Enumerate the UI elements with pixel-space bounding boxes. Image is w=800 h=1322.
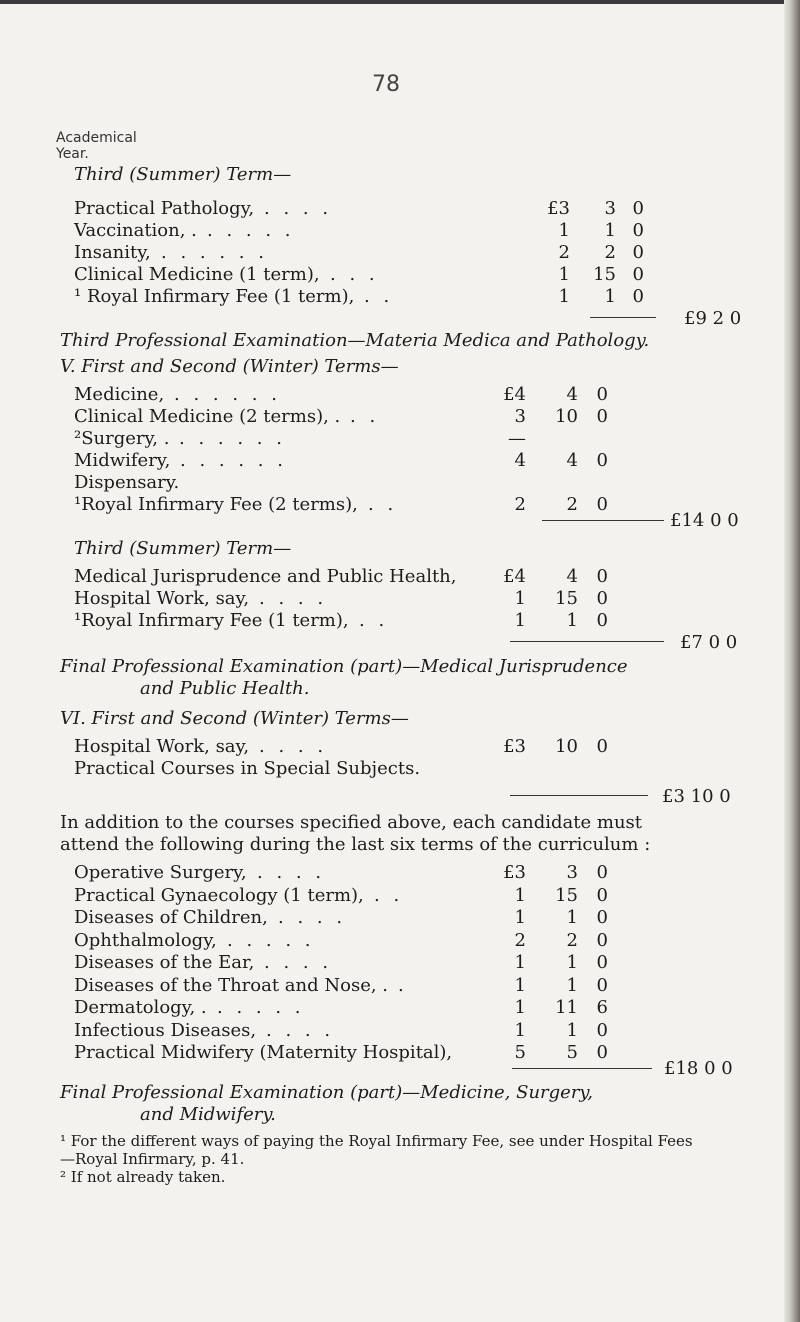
- subtotal-amount: £3 10 0: [662, 786, 731, 807]
- amount-shillings: 1: [604, 286, 616, 307]
- leader-dots: . . .: [330, 264, 379, 285]
- leader-dots: . . . . .: [217, 997, 305, 1018]
- leader-dots: . . . . .: [207, 220, 295, 241]
- amount-shillings: 2: [566, 929, 578, 951]
- leader-dots: . . . .: [257, 862, 326, 883]
- amount-pence: 0: [596, 450, 608, 471]
- amount-pounds: 5: [514, 1042, 526, 1063]
- amount-pounds: 2: [514, 494, 526, 515]
- exam-heading-cont: and Public Health.: [140, 678, 310, 699]
- leader-dots: . . . . .: [227, 929, 315, 951]
- fee-item-label: Practical Midwifery (Maternity Hospital),: [74, 1042, 453, 1063]
- top-edge-rule: [0, 0, 800, 4]
- amount-pounds: 4: [514, 450, 526, 471]
- amount-pence: 0: [596, 862, 608, 883]
- footnote: ² If not already taken.: [60, 1168, 226, 1186]
- amount-pounds: 1: [514, 1019, 526, 1041]
- section-heading: Third (Summer) Term—: [74, 164, 292, 185]
- amount-pence: 0: [632, 242, 644, 263]
- fee-item-label: ¹Royal Infirmary Fee (2 terms),: [74, 494, 358, 515]
- subtotal-amount: £18 0 0: [664, 1058, 733, 1079]
- amount-shillings: 4: [566, 450, 578, 471]
- section-heading: VI. First and Second (Winter) Terms—: [60, 708, 409, 729]
- fee-item-label: Medicine,: [74, 384, 165, 405]
- academical-year-label-2: Year.: [56, 146, 89, 162]
- amount-pounds: £3: [503, 736, 526, 757]
- fee-item-label: Clinical Medicine (1 term),: [74, 264, 320, 285]
- fee-item-label: Practical Gynaecology (1 term),: [74, 884, 364, 906]
- amount-shillings: 1: [566, 974, 578, 996]
- amount-pence: 0: [632, 286, 644, 307]
- exam-heading: Final Professional Examination (part)—Medicine, Surgery,: [60, 1082, 593, 1103]
- amount-pence: 0: [596, 1019, 608, 1041]
- subtotal-rule: [510, 795, 648, 796]
- leader-dots: . . . .: [266, 1019, 335, 1041]
- amount-pounds: 1: [514, 907, 526, 928]
- amount-shillings: 2: [566, 494, 578, 515]
- leader-dots: . .: [368, 494, 398, 515]
- leader-dots: . . . .: [264, 198, 333, 219]
- amount-shillings: 1: [566, 610, 578, 631]
- leader-dots: . . . .: [259, 588, 328, 609]
- amount-pence: 0: [596, 907, 608, 928]
- amount-shillings: 2: [604, 242, 616, 263]
- fee-item-label: Diseases of the Ear,: [74, 952, 255, 973]
- amount-pence: 0: [596, 974, 608, 996]
- amount-shillings: 1: [566, 952, 578, 973]
- amount-shillings: 11: [555, 997, 578, 1018]
- leader-dots: . .: [364, 286, 394, 307]
- leader-dots: . . . . . .: [161, 242, 268, 263]
- amount-pounds: 1: [514, 952, 526, 973]
- exam-heading-cont: and Midwifery.: [140, 1104, 276, 1125]
- subtotal-rule: [512, 1068, 652, 1069]
- amount-shillings: 15: [555, 588, 578, 609]
- amount-pence: 0: [596, 929, 608, 951]
- fee-item-label: Hospital Work, say,: [74, 588, 250, 609]
- fee-item-label: Diseases of the Throat and Nose, .: [74, 974, 389, 996]
- amount-shillings: 10: [555, 406, 578, 427]
- amount-shillings: 4: [566, 384, 578, 405]
- amount-pounds: 1: [558, 286, 570, 307]
- amount-pence: 0: [632, 264, 644, 285]
- amount-pence: 0: [596, 884, 608, 906]
- fee-item-label: Practical Pathology,: [74, 198, 255, 219]
- leader-dots: . . . .: [259, 736, 328, 757]
- amount-pence: 0: [596, 952, 608, 973]
- leader-dots: . .: [359, 610, 389, 631]
- amount-pounds: £4: [503, 566, 526, 587]
- amount-pounds: £4: [503, 384, 526, 405]
- subtotal-rule: [510, 641, 664, 642]
- leader-dots: . .: [350, 406, 380, 427]
- amount-pounds: 1: [514, 997, 526, 1018]
- subtotal-rule: [590, 317, 656, 318]
- amount-shillings: 1: [566, 907, 578, 928]
- section-heading: V. First and Second (Winter) Terms—: [60, 356, 399, 377]
- fee-item-label: Practical Courses in Special Subjects.: [74, 758, 421, 779]
- section-heading: Third (Summer) Term—: [74, 538, 292, 559]
- amount-pence: 0: [596, 610, 608, 631]
- amount-pounds: £3: [503, 862, 526, 883]
- fee-item-label: Clinical Medicine (2 terms), .: [74, 406, 341, 427]
- amount-pence: 0: [596, 566, 608, 587]
- amount-pence: 0: [596, 1042, 608, 1063]
- fee-item-label: Dispensary.: [74, 472, 180, 493]
- amount-pounds: 1: [514, 974, 526, 996]
- subtotal-amount: £7 0 0: [680, 632, 738, 653]
- amount-shillings: 10: [555, 736, 578, 757]
- subtotal-amount: £9 2 0: [684, 308, 742, 329]
- fee-item-label: ¹Royal Infirmary Fee (1 term),: [74, 610, 349, 631]
- footnote: ¹ For the different ways of paying the Royal Infirmary Fee, see under Hospital Fees: [60, 1132, 693, 1150]
- amount-pounds: 1: [514, 884, 526, 906]
- fee-item-label: Midwifery,: [74, 450, 171, 471]
- amount-pounds: 1: [514, 610, 526, 631]
- amount-shillings: 1: [604, 220, 616, 241]
- amount-pounds: 2: [558, 242, 570, 263]
- leader-dots: . .: [374, 884, 404, 906]
- fee-item-label: Insanity,: [74, 242, 151, 263]
- amount-pence: 0: [632, 220, 644, 241]
- subtotal-rule: [542, 520, 664, 521]
- amount-pounds: —: [508, 428, 526, 449]
- academical-year-label-1: Academical: [56, 130, 137, 146]
- amount-pence: 0: [596, 406, 608, 427]
- leader-dots: . . . . . .: [174, 384, 281, 405]
- amount-shillings: 1: [566, 1019, 578, 1041]
- leader-dots: . . . .: [264, 952, 333, 973]
- amount-pounds: 1: [558, 220, 570, 241]
- amount-pounds: £3: [547, 198, 570, 219]
- amount-pence: 0: [596, 736, 608, 757]
- leader-dots: . . . . . .: [180, 450, 287, 471]
- leader-dots: . . . .: [278, 907, 347, 928]
- fee-item-label: Infectious Diseases,: [74, 1019, 257, 1041]
- fee-item-label: Hospital Work, say,: [74, 736, 250, 757]
- footnote: —Royal Infirmary, p. 41.: [60, 1150, 245, 1168]
- amount-pounds: 3: [514, 406, 526, 427]
- amount-shillings: 3: [604, 198, 616, 219]
- amount-shillings: 4: [566, 566, 578, 587]
- leader-dots: .: [398, 974, 408, 996]
- page-number: 78: [372, 72, 400, 97]
- amount-shillings: 5: [566, 1042, 578, 1063]
- leader-dots: . . . . . .: [179, 428, 286, 449]
- amount-pence: 6: [596, 997, 608, 1018]
- amount-pence: 0: [596, 384, 608, 405]
- fee-item-label: Diseases of Children,: [74, 907, 268, 928]
- fee-item-label: ²Surgery, .: [74, 428, 170, 449]
- page-edge-shadow: [784, 0, 800, 1322]
- fee-item-label: Vaccination, .: [74, 220, 197, 241]
- fee-item-label: Medical Jurisprudence and Public Health,: [74, 566, 457, 587]
- subtotal-amount: £14 0 0: [670, 510, 739, 531]
- amount-shillings: 3: [566, 862, 578, 883]
- fee-item-label: ¹ Royal Infirmary Fee (1 term),: [74, 286, 355, 307]
- exam-heading: Final Professional Examination (part)—Medical Jurisprudence: [60, 656, 628, 677]
- exam-heading: Third Professional Examination—Materia Medica and Pathology.: [60, 330, 650, 351]
- fee-item-label: Dermatology, .: [74, 997, 207, 1018]
- fee-item-label: Operative Surgery,: [74, 862, 247, 883]
- fee-item-label: Ophthalmology,: [74, 929, 217, 951]
- amount-shillings: 15: [593, 264, 616, 285]
- amount-pence: 0: [596, 494, 608, 515]
- amount-pounds: 1: [514, 588, 526, 609]
- amount-pounds: 2: [514, 929, 526, 951]
- body-paragraph-line: In addition to the courses specified above, each candidate must: [60, 812, 643, 833]
- amount-pence: 0: [632, 198, 644, 219]
- amount-shillings: 15: [555, 884, 578, 906]
- body-paragraph-line: attend the following during the last six terms of the curriculum :: [60, 834, 651, 855]
- amount-pence: 0: [596, 588, 608, 609]
- amount-pounds: 1: [558, 264, 570, 285]
